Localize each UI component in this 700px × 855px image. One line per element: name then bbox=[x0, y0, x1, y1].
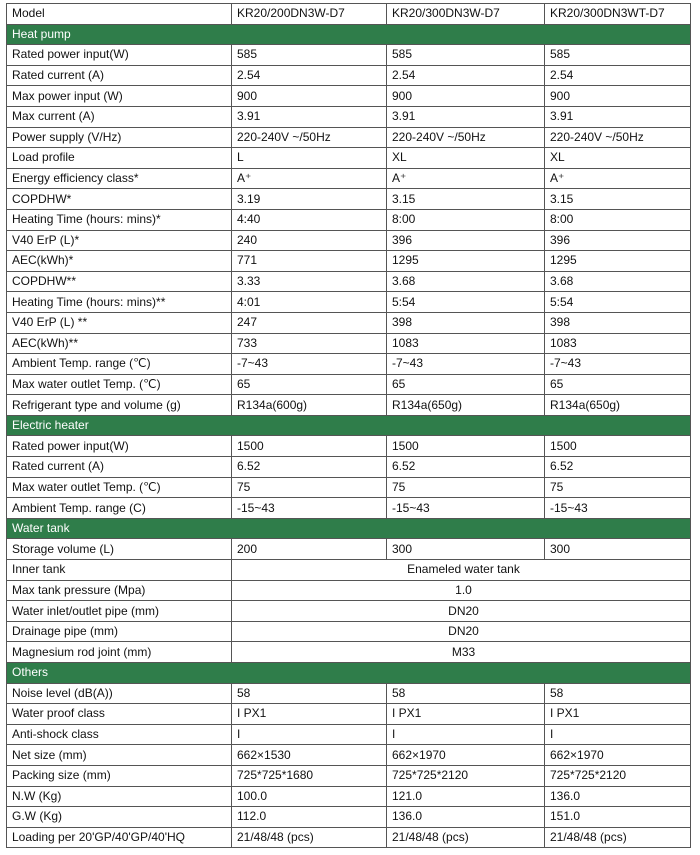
spec-value: 1295 bbox=[387, 251, 545, 272]
spec-row bbox=[7, 807, 691, 828]
spec-label: Max tank pressure (Mpa) bbox=[7, 580, 232, 601]
spec-row bbox=[7, 621, 691, 642]
spec-label: Max power input (W) bbox=[7, 86, 232, 107]
spec-value: 585 bbox=[545, 45, 691, 66]
spec-row bbox=[7, 683, 691, 704]
spec-label: Power supply (V/Hz) bbox=[7, 127, 232, 148]
spec-row bbox=[7, 65, 691, 86]
spec-value: 1083 bbox=[545, 333, 691, 354]
spec-row bbox=[7, 457, 691, 478]
spec-row bbox=[7, 539, 691, 560]
spec-value: 65 bbox=[387, 374, 545, 395]
spec-value: -15~43 bbox=[545, 498, 691, 519]
header-label: Model bbox=[7, 4, 232, 25]
spec-value: 21/48/48 (pcs) bbox=[387, 827, 545, 848]
spec-label: Rated current (A) bbox=[7, 457, 232, 478]
spec-label: Max water outlet Temp. (℃) bbox=[7, 374, 232, 395]
spec-label: Rated current (A) bbox=[7, 65, 232, 86]
spec-value: I PX1 bbox=[232, 704, 387, 725]
spec-value: A⁺ bbox=[545, 168, 691, 189]
spec-value: I bbox=[387, 724, 545, 745]
spec-value: 8:00 bbox=[545, 209, 691, 230]
spec-value: I PX1 bbox=[545, 704, 691, 725]
spec-value: 3.91 bbox=[232, 106, 387, 127]
spec-value-merged: M33 bbox=[232, 642, 691, 663]
spec-label: G.W (Kg) bbox=[7, 807, 232, 828]
spec-value: XL bbox=[387, 148, 545, 169]
spec-value: 900 bbox=[387, 86, 545, 107]
spec-value: 3.68 bbox=[387, 271, 545, 292]
spec-value: 58 bbox=[232, 683, 387, 704]
spec-value: 100.0 bbox=[232, 786, 387, 807]
spec-table-body bbox=[7, 4, 691, 848]
spec-value: 8:00 bbox=[387, 209, 545, 230]
spec-label: Drainage pipe (mm) bbox=[7, 621, 232, 642]
spec-label: Heating Time (hours: mins)** bbox=[7, 292, 232, 313]
spec-row bbox=[7, 601, 691, 622]
spec-value: 220-240V ~/50Hz bbox=[387, 127, 545, 148]
spec-value: 240 bbox=[232, 230, 387, 251]
spec-value: 75 bbox=[232, 477, 387, 498]
spec-row bbox=[7, 786, 691, 807]
spec-value: 396 bbox=[387, 230, 545, 251]
spec-value: 136.0 bbox=[545, 786, 691, 807]
section-header-filler bbox=[232, 415, 691, 436]
spec-label: Rated power input(W) bbox=[7, 436, 232, 457]
spec-value: 1500 bbox=[545, 436, 691, 457]
spec-label: Ambient Temp. range (C) bbox=[7, 498, 232, 519]
spec-row bbox=[7, 745, 691, 766]
spec-value: 300 bbox=[387, 539, 545, 560]
section-header-filler bbox=[232, 24, 691, 45]
spec-row bbox=[7, 45, 691, 66]
spec-label: AEC(kWh)* bbox=[7, 251, 232, 272]
spec-value: 1500 bbox=[387, 436, 545, 457]
spec-value: 220-240V ~/50Hz bbox=[232, 127, 387, 148]
spec-row bbox=[7, 292, 691, 313]
spec-row bbox=[7, 642, 691, 663]
spec-row bbox=[7, 168, 691, 189]
spec-label: Heating Time (hours: mins)* bbox=[7, 209, 232, 230]
section-header-filler bbox=[232, 663, 691, 684]
spec-value: 585 bbox=[232, 45, 387, 66]
spec-row bbox=[7, 724, 691, 745]
spec-value: 1295 bbox=[545, 251, 691, 272]
spec-value: 900 bbox=[545, 86, 691, 107]
header-row bbox=[7, 4, 691, 25]
spec-value: 300 bbox=[545, 539, 691, 560]
spec-label: Water inlet/outlet pipe (mm) bbox=[7, 601, 232, 622]
spec-value: 21/48/48 (pcs) bbox=[232, 827, 387, 848]
section-title: Others bbox=[7, 663, 232, 684]
model-name: KR20/300DN3WT-D7 bbox=[545, 4, 691, 25]
spec-value: 247 bbox=[232, 312, 387, 333]
spec-value: -7~43 bbox=[545, 354, 691, 375]
spec-value: 5:54 bbox=[545, 292, 691, 313]
section-header-row bbox=[7, 663, 691, 684]
spec-row bbox=[7, 498, 691, 519]
spec-label: Storage volume (L) bbox=[7, 539, 232, 560]
spec-value: A⁺ bbox=[387, 168, 545, 189]
spec-value: 900 bbox=[232, 86, 387, 107]
spec-value: 662×1970 bbox=[545, 745, 691, 766]
spec-value: 3.33 bbox=[232, 271, 387, 292]
spec-value: 398 bbox=[545, 312, 691, 333]
section-title: Water tank bbox=[7, 518, 232, 539]
spec-value: 3.91 bbox=[387, 106, 545, 127]
spec-table bbox=[6, 3, 691, 848]
spec-value: 75 bbox=[387, 477, 545, 498]
spec-value-merged: DN20 bbox=[232, 601, 691, 622]
spec-label: N.W (Kg) bbox=[7, 786, 232, 807]
spec-row bbox=[7, 560, 691, 581]
spec-label: V40 ErP (L) ** bbox=[7, 312, 232, 333]
spec-label: Load profile bbox=[7, 148, 232, 169]
spec-value-merged: DN20 bbox=[232, 621, 691, 642]
spec-row bbox=[7, 209, 691, 230]
spec-value: 3.15 bbox=[545, 189, 691, 210]
spec-value-merged: Enameled water tank bbox=[232, 560, 691, 581]
spec-value: XL bbox=[545, 148, 691, 169]
spec-value: 3.68 bbox=[545, 271, 691, 292]
section-header-filler bbox=[232, 518, 691, 539]
spec-value: 65 bbox=[545, 374, 691, 395]
spec-row bbox=[7, 148, 691, 169]
spec-row bbox=[7, 106, 691, 127]
spec-value: 4:40 bbox=[232, 209, 387, 230]
spec-value: R134a(600g) bbox=[232, 395, 387, 416]
spec-label: COPDHW** bbox=[7, 271, 232, 292]
spec-row bbox=[7, 477, 691, 498]
spec-value: 220-240V ~/50Hz bbox=[545, 127, 691, 148]
spec-row bbox=[7, 354, 691, 375]
spec-value: 2.54 bbox=[387, 65, 545, 86]
section-title: Heat pump bbox=[7, 24, 232, 45]
spec-value: 733 bbox=[232, 333, 387, 354]
spec-value: 200 bbox=[232, 539, 387, 560]
spec-value: A⁺ bbox=[232, 168, 387, 189]
spec-label: Rated power input(W) bbox=[7, 45, 232, 66]
spec-value: 2.54 bbox=[232, 65, 387, 86]
section-title: Electric heater bbox=[7, 415, 232, 436]
spec-value: 3.19 bbox=[232, 189, 387, 210]
spec-label: Loading per 20'GP/40'GP/40'HQ bbox=[7, 827, 232, 848]
spec-value: 21/48/48 (pcs) bbox=[545, 827, 691, 848]
spec-label: Energy efficiency class* bbox=[7, 168, 232, 189]
spec-label: Inner tank bbox=[7, 560, 232, 581]
spec-value: I bbox=[232, 724, 387, 745]
spec-row bbox=[7, 436, 691, 457]
spec-value: -7~43 bbox=[387, 354, 545, 375]
spec-value: 725*725*1680 bbox=[232, 765, 387, 786]
section-header-row bbox=[7, 518, 691, 539]
spec-label: Water proof class bbox=[7, 704, 232, 725]
spec-label: COPDHW* bbox=[7, 189, 232, 210]
spec-value: L bbox=[232, 148, 387, 169]
spec-value: 2.54 bbox=[545, 65, 691, 86]
spec-row bbox=[7, 374, 691, 395]
spec-value: I bbox=[545, 724, 691, 745]
spec-label: V40 ErP (L)* bbox=[7, 230, 232, 251]
spec-value: R134a(650g) bbox=[545, 395, 691, 416]
spec-value: 6.52 bbox=[387, 457, 545, 478]
spec-value: 396 bbox=[545, 230, 691, 251]
spec-value: R134a(650g) bbox=[387, 395, 545, 416]
spec-row bbox=[7, 395, 691, 416]
spec-value: 725*725*2120 bbox=[387, 765, 545, 786]
spec-value: 121.0 bbox=[387, 786, 545, 807]
spec-value: 151.0 bbox=[545, 807, 691, 828]
spec-value: -15~43 bbox=[232, 498, 387, 519]
spec-label: Max current (A) bbox=[7, 106, 232, 127]
spec-value: 5:54 bbox=[387, 292, 545, 313]
spec-row bbox=[7, 251, 691, 272]
spec-value: -15~43 bbox=[387, 498, 545, 519]
spec-label: Noise level (dB(A)) bbox=[7, 683, 232, 704]
spec-label: AEC(kWh)** bbox=[7, 333, 232, 354]
spec-value: 4:01 bbox=[232, 292, 387, 313]
spec-row bbox=[7, 580, 691, 601]
spec-value: 771 bbox=[232, 251, 387, 272]
spec-value: 112.0 bbox=[232, 807, 387, 828]
spec-value-merged: 1.0 bbox=[232, 580, 691, 601]
spec-value: 398 bbox=[387, 312, 545, 333]
section-header-row bbox=[7, 24, 691, 45]
spec-value: -7~43 bbox=[232, 354, 387, 375]
spec-value: 75 bbox=[545, 477, 691, 498]
spec-row bbox=[7, 827, 691, 848]
spec-row bbox=[7, 704, 691, 725]
spec-value: 662×1530 bbox=[232, 745, 387, 766]
spec-label: Ambient Temp. range (℃) bbox=[7, 354, 232, 375]
spec-row bbox=[7, 86, 691, 107]
spec-label: Max water outlet Temp. (℃) bbox=[7, 477, 232, 498]
spec-row bbox=[7, 765, 691, 786]
model-name: KR20/200DN3W-D7 bbox=[232, 4, 387, 25]
spec-row bbox=[7, 312, 691, 333]
spec-value: 136.0 bbox=[387, 807, 545, 828]
spec-value: 585 bbox=[387, 45, 545, 66]
spec-row bbox=[7, 333, 691, 354]
section-header-row bbox=[7, 415, 691, 436]
spec-value: 725*725*2120 bbox=[545, 765, 691, 786]
spec-label: Net size (mm) bbox=[7, 745, 232, 766]
spec-value: 3.91 bbox=[545, 106, 691, 127]
spec-value: 65 bbox=[232, 374, 387, 395]
spec-value: 3.15 bbox=[387, 189, 545, 210]
spec-label: Packing size (mm) bbox=[7, 765, 232, 786]
spec-row bbox=[7, 230, 691, 251]
spec-value: 6.52 bbox=[545, 457, 691, 478]
model-name: KR20/300DN3W-D7 bbox=[387, 4, 545, 25]
spec-value: 1500 bbox=[232, 436, 387, 457]
spec-value: 662×1970 bbox=[387, 745, 545, 766]
spec-value: 58 bbox=[545, 683, 691, 704]
spec-label: Refrigerant type and volume (g) bbox=[7, 395, 232, 416]
spec-value: 1083 bbox=[387, 333, 545, 354]
spec-row bbox=[7, 271, 691, 292]
spec-value: 58 bbox=[387, 683, 545, 704]
spec-label: Magnesium rod joint (mm) bbox=[7, 642, 232, 663]
spec-value: 6.52 bbox=[232, 457, 387, 478]
spec-row bbox=[7, 189, 691, 210]
spec-value: I PX1 bbox=[387, 704, 545, 725]
spec-label: Anti-shock class bbox=[7, 724, 232, 745]
spec-row bbox=[7, 127, 691, 148]
